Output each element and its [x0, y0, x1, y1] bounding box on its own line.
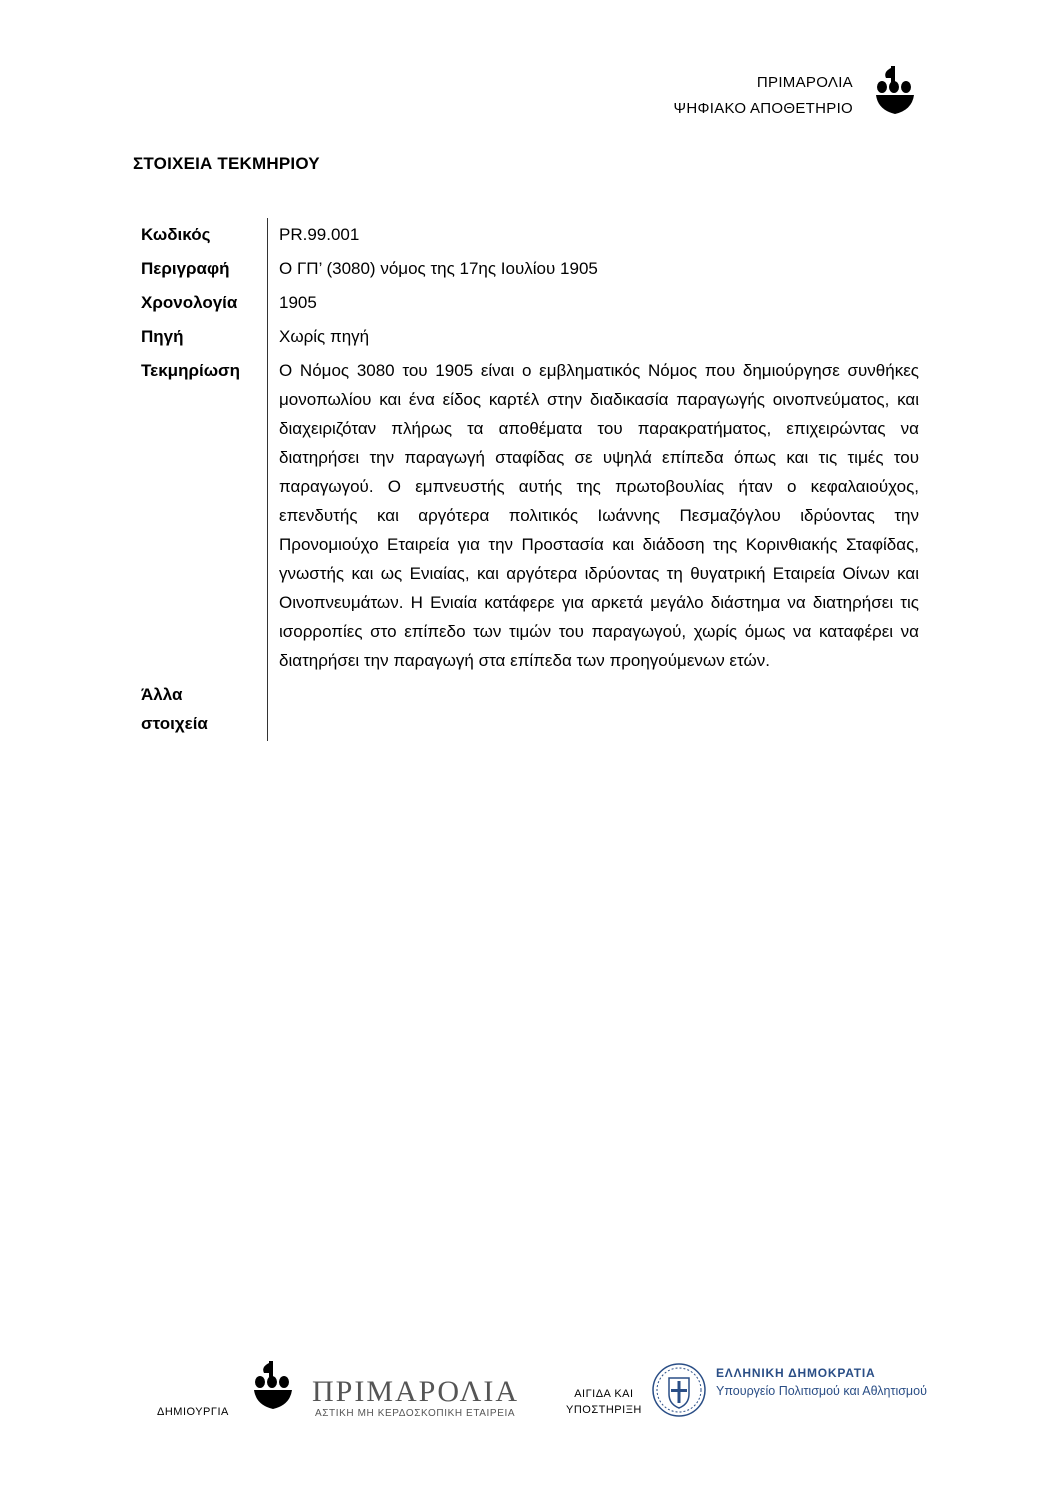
field-row-other: [141, 678, 919, 741]
metadata-table: [141, 218, 919, 741]
field-value: [267, 678, 919, 741]
greek-state-emblem-icon: [651, 1362, 707, 1418]
field-label: Κωδικός: [141, 225, 211, 244]
created-by-label: ΔΗΜΙΟΥΡΓΙΑ: [157, 1406, 229, 1418]
field-value: 1905: [267, 286, 919, 320]
field-row-description: [141, 252, 919, 286]
header-org-name: ΠΡΙΜΑΡΟΛΙΑ: [756, 74, 853, 91]
field-label: [141, 678, 267, 741]
org-logo-subtitle: ΑΣΤΙΚΗ ΜΗ ΚΕΡΔΟΣΚΟΠΙΚΗ ΕΤΑΙΡΕΙΑ: [315, 1408, 516, 1419]
primarolia-logo-icon: [874, 66, 916, 116]
field-row-date: [141, 286, 919, 320]
field-label-line: στοιχεία: [141, 714, 208, 733]
header-repository-name: ΨΗΦΙΑΚΟ ΑΠΟΘΕΤΗΡΙΟ: [673, 100, 853, 117]
field-row-documentation: [141, 354, 919, 678]
org-logo-name: ΠΡΙΜΑΡΟΛΙΑ: [312, 1375, 520, 1408]
field-value: Ο ΓΠ’ (3080) νόμος της 17ης Ιουλίου 1905: [267, 252, 919, 286]
header-text: [674, 70, 853, 122]
field-label: Πηγή: [141, 327, 184, 346]
support-label: [566, 1386, 642, 1418]
support-label-line: ΑΙΓΙΔΑ ΚΑΙ: [574, 1388, 634, 1400]
field-label: Περιγραφή: [141, 259, 230, 278]
support-label-line: ΥΠΟΣΤΗΡΙΞΗ: [566, 1404, 642, 1416]
primarolia-logo-icon: [252, 1360, 294, 1412]
field-label-line: Άλλα: [141, 685, 183, 704]
field-value: Ο Νόμος 3080 του 1905 είναι ο εμβληματικός Νόμος που δημιούργησε συνθήκες μονοπωλίου και ένα είδος καρτέλ στην διαδικασία παραγωγής οινοπνεύματος, και διαχειριζόταν πλήρως τα αποθέματα του παρακρατήματος, επιχειρώντας να διατηρήσει την παραγωγή σταφίδας σε υψηλά επίπεδα όπως και τις τιμές του παραγωγού. Ο εμπνευστής αυτής της πρωτοβουλίας ήταν ο κεφαλαιούχος, επενδυτής και αργότερα πολιτικός Ιωάννης Πεσμαζόγλου ιδρύοντας την Προνομιούχο Εταιρεία για την Προστασία και διάδοση της Κορινθιακής Σταφίδας, γνωστής και ως Ενιαίας, και αργότερα ιδρύοντας τη θυγατρική Εταιρεία Οίνων και Οινοπνευμάτων. Η Ενιαία κατάφερε για αρκετά μεγάλο διάστημα να διατηρήσει τις ισορροπίες στο επίπεδο των τιμών του παραγωγού, χωρίς όμως να καταφέρει να διατηρήσει την παραγωγή στα επίπεδα των προηγούμενων ετών.: [267, 354, 919, 678]
field-label: Χρονολογία: [141, 293, 238, 312]
field-label: Τεκμηρίωση: [141, 361, 241, 380]
field-row-code: [141, 218, 919, 252]
gov-subtitle: Υπουργείο Πολιτισμού και Αθλητισμού: [716, 1384, 927, 1398]
section-title: ΣΤΟΙΧΕΙΑ ΤΕΚΜΗΡΙΟΥ: [133, 154, 320, 173]
field-value: Χωρίς πηγή: [267, 320, 919, 354]
gov-title: ΕΛΛΗΝΙΚΗ ΔΗΜΟΚΡΑΤΙΑ: [716, 1366, 876, 1380]
field-value: PR.99.001: [267, 218, 919, 252]
field-row-source: [141, 320, 919, 354]
